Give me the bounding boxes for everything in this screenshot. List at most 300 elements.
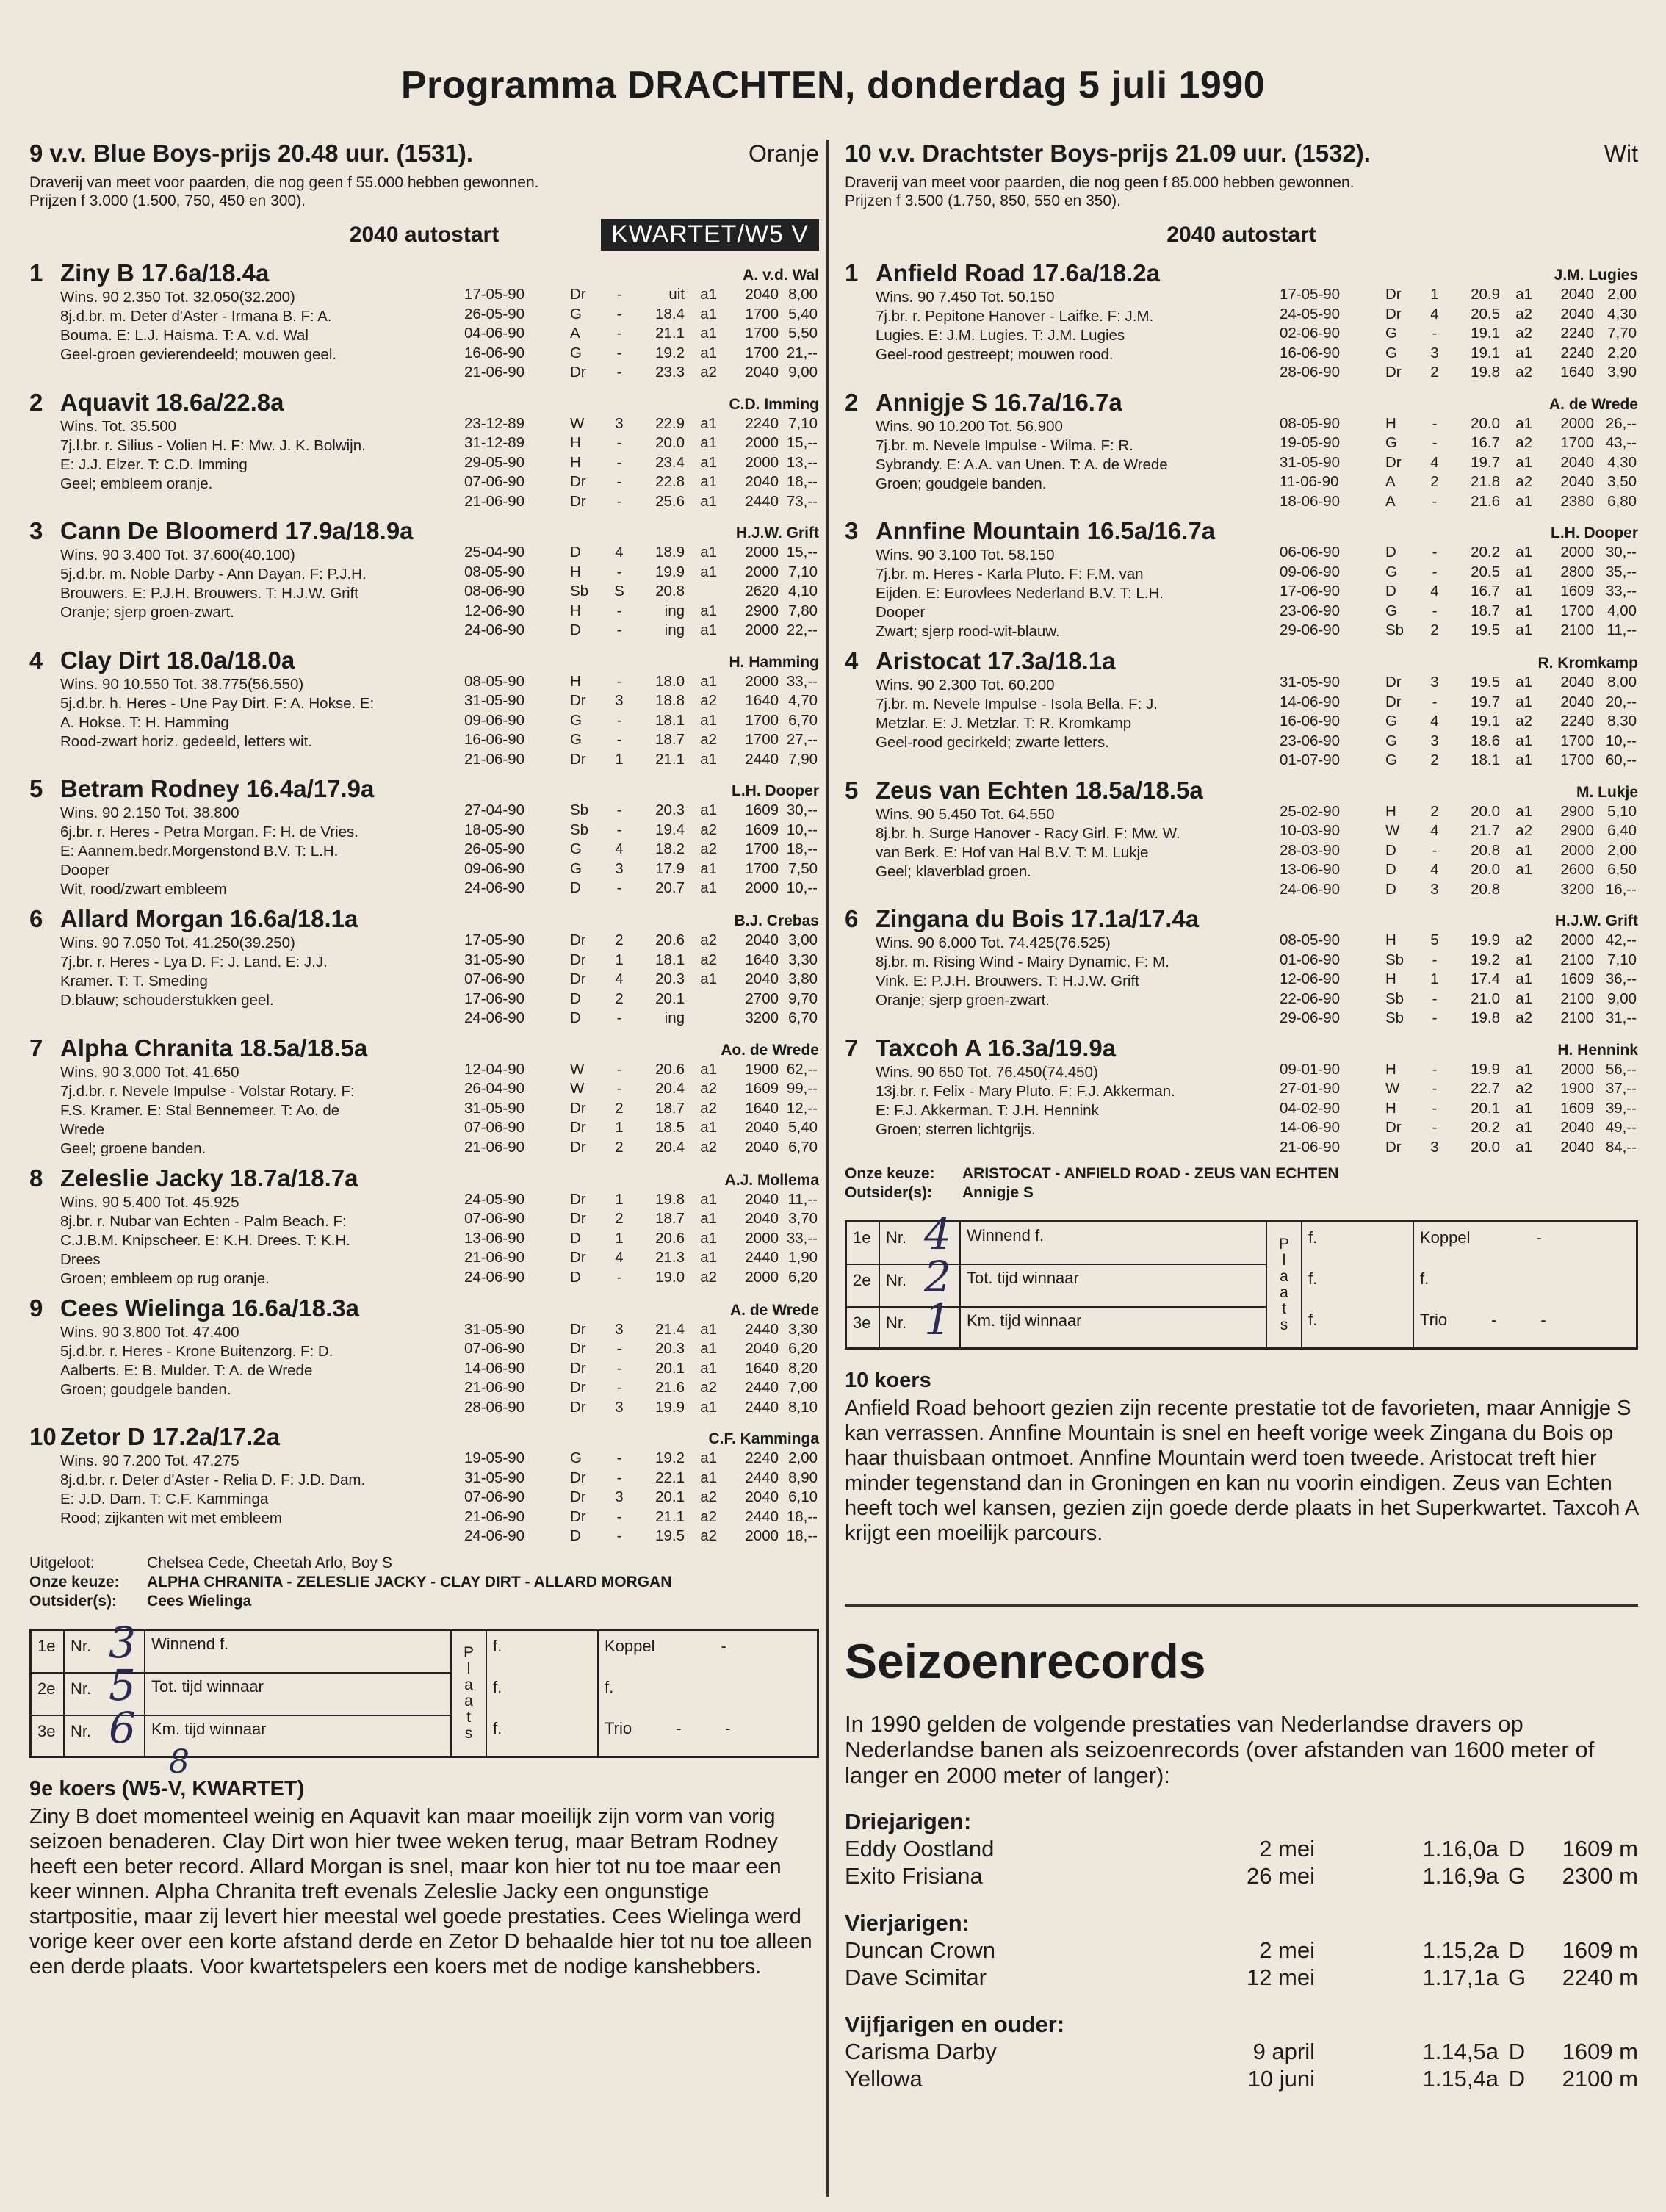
- form-cell: 1: [615, 750, 624, 768]
- form-cell: 31,--: [1605, 1009, 1637, 1026]
- form-cell: 2040: [745, 1488, 779, 1505]
- form-cell: H: [570, 563, 581, 580]
- horse-info-line: Wins. 90 7.050 Tot. 41.250(39.250): [60, 934, 295, 951]
- form-cell: 20.2: [1471, 1119, 1500, 1136]
- form-cell: -: [616, 434, 622, 451]
- form-cell: H: [570, 672, 581, 690]
- horse-name-text: Taxcoh A 16.3a/19.9a: [876, 1034, 1117, 1062]
- form-cell: a1: [1515, 1119, 1532, 1136]
- form-cell: 2,00: [788, 1449, 818, 1466]
- form-cell: W: [570, 414, 585, 432]
- form-cell: -: [1432, 563, 1438, 580]
- horse-name-text: Ziny B 17.6a/18.4a: [60, 259, 270, 287]
- form-cell: a1: [700, 1398, 717, 1416]
- form-row: [1278, 433, 1638, 453]
- race-9-commentary: Ziny B doet momenteel weinig en Aquavit kan maar moeilijk zijn vorm van vorig seizoen benaderen. Clay Dirt won hier twee weken terug, maar Betram Rodney heeft een beter record. Allard Morgan is snel, maar kon hier tot nu toe maar een keer winnen. Alpha Chranita treft evenals Zeleslie Jacky een ongunstige startpositie, maar zij levert hier meestal wel goede prestaties. Cees Wielinga werd vorige keer over een korte afstand derde en Zetor D behaalde hier tot nu toe alleen een derde plaats. Voor kwartetspelers een koers met de nodige kanshebbers.: [29, 1804, 812, 1978]
- horse-info-line: Groen; sterren lichtgrijs.: [876, 1120, 1036, 1138]
- horse-name: [845, 1034, 1278, 1063]
- horse-info-line: 8j.br. h. Surge Hanover - Racy Girl. F: Mw. W.: [876, 824, 1180, 842]
- form-table: [463, 672, 819, 770]
- form-cell: Dr: [570, 473, 586, 490]
- form-cell: [686, 990, 718, 1009]
- form-cell: 2: [1430, 802, 1439, 820]
- form-cell: 20.5: [1471, 305, 1500, 323]
- form-cell: 2000: [745, 563, 779, 580]
- form-cell: H: [1385, 932, 1396, 948]
- plaats-label: [452, 1631, 487, 1756]
- form-cell: Dr: [570, 1340, 586, 1357]
- horse-name-text: Betram Rodney 16.4a/17.9a: [60, 775, 375, 802]
- form-cell: 20.1: [655, 990, 685, 1007]
- form-cell: 09-06-90: [464, 711, 525, 729]
- form-table: [463, 285, 819, 383]
- form-row: [463, 1060, 819, 1080]
- horse-number: 7: [845, 1034, 859, 1062]
- race-9-header: [29, 140, 819, 167]
- form-row: [463, 305, 819, 325]
- horse-info-line: Eijden. E: Eurovlees Nederland B.V. T: L.H.: [876, 585, 1164, 602]
- form-cell: 18,--: [786, 1527, 818, 1544]
- form-table: [1278, 673, 1638, 771]
- horse-info-line: 7j.d.br. r. Nevele Impulse - Volstar Rotary. F:: [60, 1082, 355, 1100]
- form-cell: a1: [700, 1469, 717, 1486]
- horse-entry: [845, 1034, 1638, 1158]
- form-cell: 19.9: [655, 563, 685, 580]
- form-cell: a1: [1515, 674, 1532, 691]
- form-row: [463, 1378, 819, 1398]
- form-cell: a1: [700, 622, 717, 638]
- horse-entry: [29, 1034, 819, 1159]
- form-row: [1278, 285, 1638, 305]
- form-cell: 4: [615, 970, 624, 987]
- form-cell: Sb: [1385, 951, 1404, 968]
- form-cell: -: [616, 1469, 622, 1486]
- form-cell: 5,50: [788, 325, 818, 342]
- form-cell: 19.5: [1471, 674, 1500, 691]
- form-cell: 13-06-90: [464, 1229, 525, 1247]
- form-cell: 1700: [1560, 752, 1594, 768]
- form-cell: G: [1385, 602, 1397, 619]
- form-cell: a1: [700, 473, 717, 490]
- form-cell: a1: [700, 434, 717, 451]
- form-cell: 16,--: [1605, 880, 1637, 898]
- horse-info-line: 7j.l.br. r. Silius - Volien H. F: Mw. J. K. Bolwijn.: [60, 436, 366, 454]
- form-cell: 1640: [1560, 364, 1594, 381]
- form-cell: 2,00: [1607, 841, 1637, 859]
- form-cell: [1501, 880, 1534, 900]
- race-10-header: [845, 140, 1638, 167]
- form-row: [463, 1190, 819, 1210]
- horse-info-line: Groen; embleem op rug oranje.: [60, 1269, 270, 1287]
- record-horse: Eddy Oostland: [845, 1836, 995, 1862]
- record-date: 9 april: [1252, 2039, 1315, 2064]
- form-cell: 20.7: [655, 879, 685, 896]
- outsider-value: Cees Wielinga: [147, 1592, 252, 1610]
- form-cell: 1609: [745, 821, 779, 838]
- form-cell: 26-05-90: [464, 305, 525, 323]
- form-cell: G: [1385, 752, 1397, 768]
- horse-number: 3: [29, 517, 43, 544]
- horse-number: 4: [845, 647, 859, 674]
- form-cell: 2000: [745, 544, 779, 561]
- form-cell: -: [616, 672, 622, 690]
- race-9-footer: [29, 1554, 819, 1611]
- form-cell: -: [1432, 951, 1438, 968]
- form-cell: a1: [1515, 1138, 1532, 1156]
- form-cell: -: [1432, 1009, 1438, 1026]
- form-cell: G: [570, 731, 582, 748]
- horse-form: [463, 1164, 819, 1289]
- form-cell: ing: [664, 602, 685, 619]
- form-cell: 20.0: [655, 434, 685, 451]
- form-cell: 28-03-90: [1280, 841, 1341, 859]
- koppel-trio: [1414, 1222, 1636, 1347]
- form-row: [463, 1488, 819, 1507]
- form-cell: a1: [700, 563, 717, 580]
- form-cell: 19-05-90: [1280, 434, 1341, 451]
- form-cell: 18.7: [655, 731, 685, 748]
- form-cell: a1: [1515, 752, 1532, 768]
- form-cell: 13-06-90: [1280, 861, 1341, 878]
- form-row: [1278, 931, 1638, 951]
- form-cell: 07-06-90: [464, 1210, 525, 1227]
- result-row: [32, 1702, 450, 1757]
- season-records: [845, 1809, 1638, 2092]
- form-cell: D: [570, 622, 581, 638]
- horse-info-line: Wit, rood/zwart embleem: [60, 881, 227, 898]
- form-cell: Sb: [1385, 622, 1404, 638]
- record-horse: Yellowa: [845, 2066, 923, 2092]
- horse-info-line: Groen; goudgele banden.: [876, 475, 1047, 492]
- horse-details: [845, 259, 1278, 383]
- form-row: [463, 730, 819, 750]
- form-cell: 2: [615, 1138, 624, 1156]
- form-row: [463, 1449, 819, 1469]
- form-cell: -: [1432, 434, 1438, 451]
- payout-column: [487, 1631, 599, 1756]
- form-cell: 19.5: [1471, 622, 1500, 638]
- horse-name-text: Allard Morgan 16.6a/18.1a: [60, 905, 358, 932]
- form-cell: a2: [700, 951, 717, 968]
- form-cell: A: [1385, 473, 1396, 490]
- form-cell: H: [1385, 802, 1396, 820]
- form-cell: -: [1432, 990, 1438, 1007]
- result-label: Tot. tijd winnaar: [967, 1269, 1079, 1287]
- form-cell: 24-06-90: [464, 1527, 525, 1544]
- horse-name-text: Annigje S 16.7a/16.7a: [876, 388, 1122, 416]
- horse-info-line: Kramer. T: T. Smeding: [60, 973, 208, 990]
- horse-info-line: Geel; klaverblad groen.: [876, 862, 1031, 880]
- form-cell: 20.6: [655, 932, 685, 948]
- form-cell: 1609: [1560, 1099, 1594, 1117]
- form-cell: 12,--: [786, 1099, 818, 1117]
- form-row: [463, 879, 819, 898]
- result-row: [847, 1209, 1266, 1265]
- form-cell: 09-01-90: [1280, 1060, 1341, 1078]
- result-number-label: Nr.: [71, 1679, 92, 1698]
- form-cell: a2: [700, 1099, 717, 1117]
- form-cell: 23.3: [655, 364, 685, 381]
- form-cell: a2: [1515, 325, 1532, 342]
- form-cell: 3: [1430, 880, 1439, 898]
- form-cell: 21-06-90: [464, 1379, 525, 1396]
- form-cell: 36,--: [1605, 970, 1637, 987]
- horse-name: [29, 516, 463, 546]
- form-cell: 4: [1430, 305, 1439, 323]
- result-grid: [847, 1209, 1267, 1347]
- horse-details: [845, 776, 1278, 900]
- form-cell: -: [616, 286, 622, 303]
- record-track: G: [1507, 1863, 1526, 1889]
- form-cell: 2440: [745, 1249, 779, 1266]
- horse-name-text: Zeus van Echten 18.5a/18.5a: [876, 776, 1203, 804]
- form-cell: -: [1432, 841, 1438, 859]
- form-cell: 7,90: [788, 750, 818, 768]
- form-cell: 26-04-90: [464, 1080, 525, 1097]
- form-cell: 2040: [745, 1190, 779, 1208]
- form-cell: 35,--: [1605, 563, 1637, 580]
- trio-row: [599, 1713, 817, 1754]
- horse-info-line: 6j.br. r. Heres - Petra Morgan. F: H. de Vries.: [60, 824, 358, 840]
- koppel-label: Koppel: [605, 1636, 655, 1655]
- form-row: [1278, 673, 1638, 693]
- result-label: Km. tijd winnaar: [151, 1719, 267, 1738]
- form-cell: G: [570, 344, 582, 361]
- horse-entry: [29, 1422, 819, 1546]
- race-10-commentary-title: 10 koers: [845, 1369, 931, 1392]
- form-cell: 1700: [1560, 602, 1594, 619]
- horse-details: [29, 259, 463, 383]
- record-time: 1.17,1a: [1422, 1964, 1499, 1990]
- form-table: [463, 543, 819, 641]
- race-10-prize-line: Prijzen f 3.500 (1.750, 850, 550 en 350).: [845, 192, 1121, 209]
- form-cell: 24-06-90: [464, 879, 525, 896]
- form-cell: a2: [1515, 713, 1532, 729]
- horse-info-line: Wins. 90 2.150 Tot. 38.800: [60, 804, 239, 821]
- horse-name-text: Cees Wielinga 16.6a/18.3a: [60, 1294, 359, 1322]
- horse-name-text: Zingana du Bois 17.1a/17.4a: [876, 905, 1200, 932]
- form-cell: 56,--: [1605, 1060, 1637, 1078]
- form-cell: 7,70: [1607, 325, 1637, 342]
- form-cell: 2000: [745, 453, 779, 471]
- form-cell: Dr: [570, 1398, 586, 1416]
- horse-info: [29, 804, 463, 899]
- horse-info-line: Wrede: [60, 1120, 105, 1138]
- form-cell: 2900: [1560, 802, 1594, 820]
- horse-entry: [29, 516, 819, 641]
- form-cell: a2: [700, 364, 717, 381]
- form-cell: 19.7: [1471, 693, 1500, 710]
- form-cell: W: [570, 1080, 585, 1097]
- plaats-letter: a: [464, 1676, 473, 1693]
- form-cell: 1700: [1560, 732, 1594, 749]
- form-cell: 29-05-90: [464, 453, 525, 471]
- form-cell: 2,20: [1607, 344, 1637, 361]
- race-10-column: [845, 140, 1638, 2092]
- form-cell: G: [570, 305, 582, 323]
- horse-form: [1278, 259, 1638, 383]
- horse-name-text: Aristocat 17.3a/18.1a: [876, 647, 1116, 674]
- horse-entry: [29, 904, 819, 1028]
- form-row: [463, 931, 819, 951]
- form-cell: D: [1385, 583, 1396, 599]
- form-cell: a1: [1515, 344, 1532, 361]
- horse-name-text: Anfield Road 17.6a/18.2a: [876, 259, 1160, 287]
- form-cell: a1: [1515, 841, 1532, 859]
- form-row: [1278, 1138, 1638, 1158]
- form-cell: 2: [1430, 473, 1439, 490]
- koppel-row: [599, 1631, 817, 1672]
- form-row: [463, 1079, 819, 1099]
- form-row: [1278, 951, 1638, 970]
- form-cell: S: [614, 583, 624, 599]
- horse-entry: [29, 1294, 819, 1418]
- form-cell: 08-05-90: [1280, 414, 1341, 432]
- form-cell: 31-05-90: [464, 951, 525, 968]
- form-row: [463, 602, 819, 622]
- form-cell: 18.7: [655, 1210, 685, 1227]
- form-row: [1278, 802, 1638, 822]
- form-cell: D: [570, 1009, 581, 1026]
- form-cell: 1900: [745, 1060, 779, 1078]
- form-cell: 18,--: [786, 840, 818, 857]
- plaats-letter: s: [1280, 1316, 1288, 1333]
- form-cell: 4,70: [788, 692, 818, 709]
- horse-info: [845, 546, 1278, 641]
- form-cell: 33,--: [786, 1229, 818, 1247]
- horse-info-line: Wins. 90 650 Tot. 76.450(74.450): [876, 1063, 1098, 1081]
- season-divider: [845, 1604, 1638, 1607]
- horse-entry: [29, 259, 819, 383]
- form-row: [463, 1339, 819, 1359]
- form-cell: H: [570, 453, 581, 471]
- form-cell: 19.1: [1471, 325, 1500, 342]
- horse-form: [1278, 1034, 1638, 1158]
- form-cell: H: [570, 434, 581, 451]
- horse-info-line: Rood-zwart horiz. gedeeld, letters wit.: [60, 732, 312, 750]
- form-cell: 33,--: [1605, 583, 1637, 599]
- form-cell: G: [570, 711, 582, 729]
- horse-name: [845, 388, 1278, 417]
- horse-trainer: C.D. Imming: [729, 395, 819, 413]
- form-row: [463, 363, 819, 383]
- form-cell: 19.5: [655, 1527, 685, 1544]
- form-cell: 1,90: [788, 1249, 818, 1266]
- horse-form: [1278, 388, 1638, 512]
- form-cell: D: [570, 1229, 581, 1247]
- form-cell: 5,40: [788, 305, 818, 323]
- form-cell: H: [1385, 414, 1396, 432]
- form-cell: W: [570, 1060, 585, 1078]
- form-cell: 21.8: [1471, 473, 1500, 490]
- plaats-letter: P: [1278, 1236, 1289, 1253]
- form-row: [1278, 821, 1638, 841]
- form-cell: 17-05-90: [1280, 286, 1341, 303]
- form-cell: 29-06-90: [1280, 622, 1341, 638]
- horse-form: [463, 516, 819, 641]
- form-cell: 08-06-90: [464, 583, 525, 599]
- form-cell: H: [1385, 970, 1396, 987]
- horse-info-line: E: J.J. Elzer. T: C.D. Imming: [60, 455, 248, 473]
- result-place: 3e: [32, 1716, 65, 1757]
- form-cell: 2040: [745, 286, 779, 303]
- form-cell: 3: [615, 1398, 624, 1416]
- form-cell: 20.8: [1471, 841, 1500, 859]
- result-row: [847, 1252, 1266, 1308]
- form-cell: 3,30: [788, 951, 818, 968]
- form-cell: 3200: [745, 1009, 779, 1026]
- form-cell: -: [616, 1268, 622, 1286]
- horse-number: 8: [29, 1164, 43, 1192]
- form-row: [1278, 693, 1638, 713]
- form-cell: 62,--: [786, 1060, 818, 1078]
- record-row: [845, 1937, 1638, 1964]
- form-cell: 6,20: [788, 1340, 818, 1357]
- form-cell: 26-05-90: [464, 840, 525, 857]
- form-cell: 16.7: [1471, 434, 1500, 451]
- form-cell: 19.9: [1471, 1060, 1500, 1078]
- horse-details: [29, 1164, 463, 1289]
- age-group-title: Driejarigen:: [845, 1809, 972, 1834]
- horse-info-line: Dooper: [876, 604, 926, 621]
- form-cell: 14-06-90: [464, 1359, 525, 1377]
- record-distance: 1609 m: [1562, 2039, 1638, 2064]
- result-number-label: Nr.: [71, 1721, 92, 1740]
- form-cell: 1609: [745, 1080, 779, 1097]
- horse-name-text: Zeleslie Jacky 18.7a/18.7a: [60, 1164, 358, 1192]
- form-cell: Dr: [570, 1359, 586, 1377]
- form-cell: Dr: [1385, 693, 1402, 710]
- form-cell: a1: [700, 1190, 717, 1208]
- form-cell: 2440: [745, 1398, 779, 1416]
- form-cell: 8,00: [788, 286, 818, 303]
- horse-info-line: Vink. E: P.J.H. Brouwers. T: H.J.W. Grift: [876, 973, 1139, 990]
- record-distance: 1609 m: [1562, 1836, 1638, 1862]
- horse-details: [845, 388, 1278, 512]
- horse-name-text: Aquavit 18.6a/22.8a: [60, 388, 284, 416]
- koppel-payout: f.: [1420, 1269, 1429, 1288]
- form-cell: 2,00: [1607, 286, 1637, 303]
- form-cell: -: [1432, 1080, 1438, 1097]
- form-cell: a2: [1515, 473, 1532, 490]
- form-cell: 20.5: [1471, 563, 1500, 580]
- form-cell: 18-05-90: [464, 821, 525, 838]
- form-cell: 8,30: [1607, 713, 1637, 729]
- form-table: [1278, 543, 1638, 641]
- form-cell: 2000: [1560, 414, 1594, 432]
- form-cell: 12-06-90: [464, 602, 525, 619]
- form-cell: G: [1385, 344, 1397, 361]
- payout-cell: f.: [1308, 1228, 1318, 1247]
- form-cell: 9,00: [1607, 990, 1637, 1007]
- form-cell: Dr: [570, 1249, 586, 1266]
- horse-info-line: 13j.br. r. Felix - Mary Pluto. F: F.J. Akkerman.: [876, 1082, 1175, 1100]
- form-row: [1278, 860, 1638, 880]
- form-cell: 04-02-90: [1280, 1099, 1341, 1117]
- form-cell: a1: [700, 801, 717, 818]
- form-cell: H: [1385, 1099, 1396, 1117]
- form-cell: 2000: [745, 434, 779, 451]
- result-place: 2e: [32, 1674, 65, 1715]
- form-cell: 2380: [1560, 492, 1594, 510]
- form-cell: 18.5: [655, 1119, 685, 1136]
- result-place: 3e: [847, 1308, 880, 1349]
- form-cell: 2240: [745, 414, 779, 432]
- form-cell: 17-06-90: [464, 990, 525, 1007]
- horse-info-line: Dooper: [60, 862, 110, 879]
- form-cell: 21.7: [1471, 822, 1500, 839]
- form-cell: 20.1: [1471, 1099, 1500, 1117]
